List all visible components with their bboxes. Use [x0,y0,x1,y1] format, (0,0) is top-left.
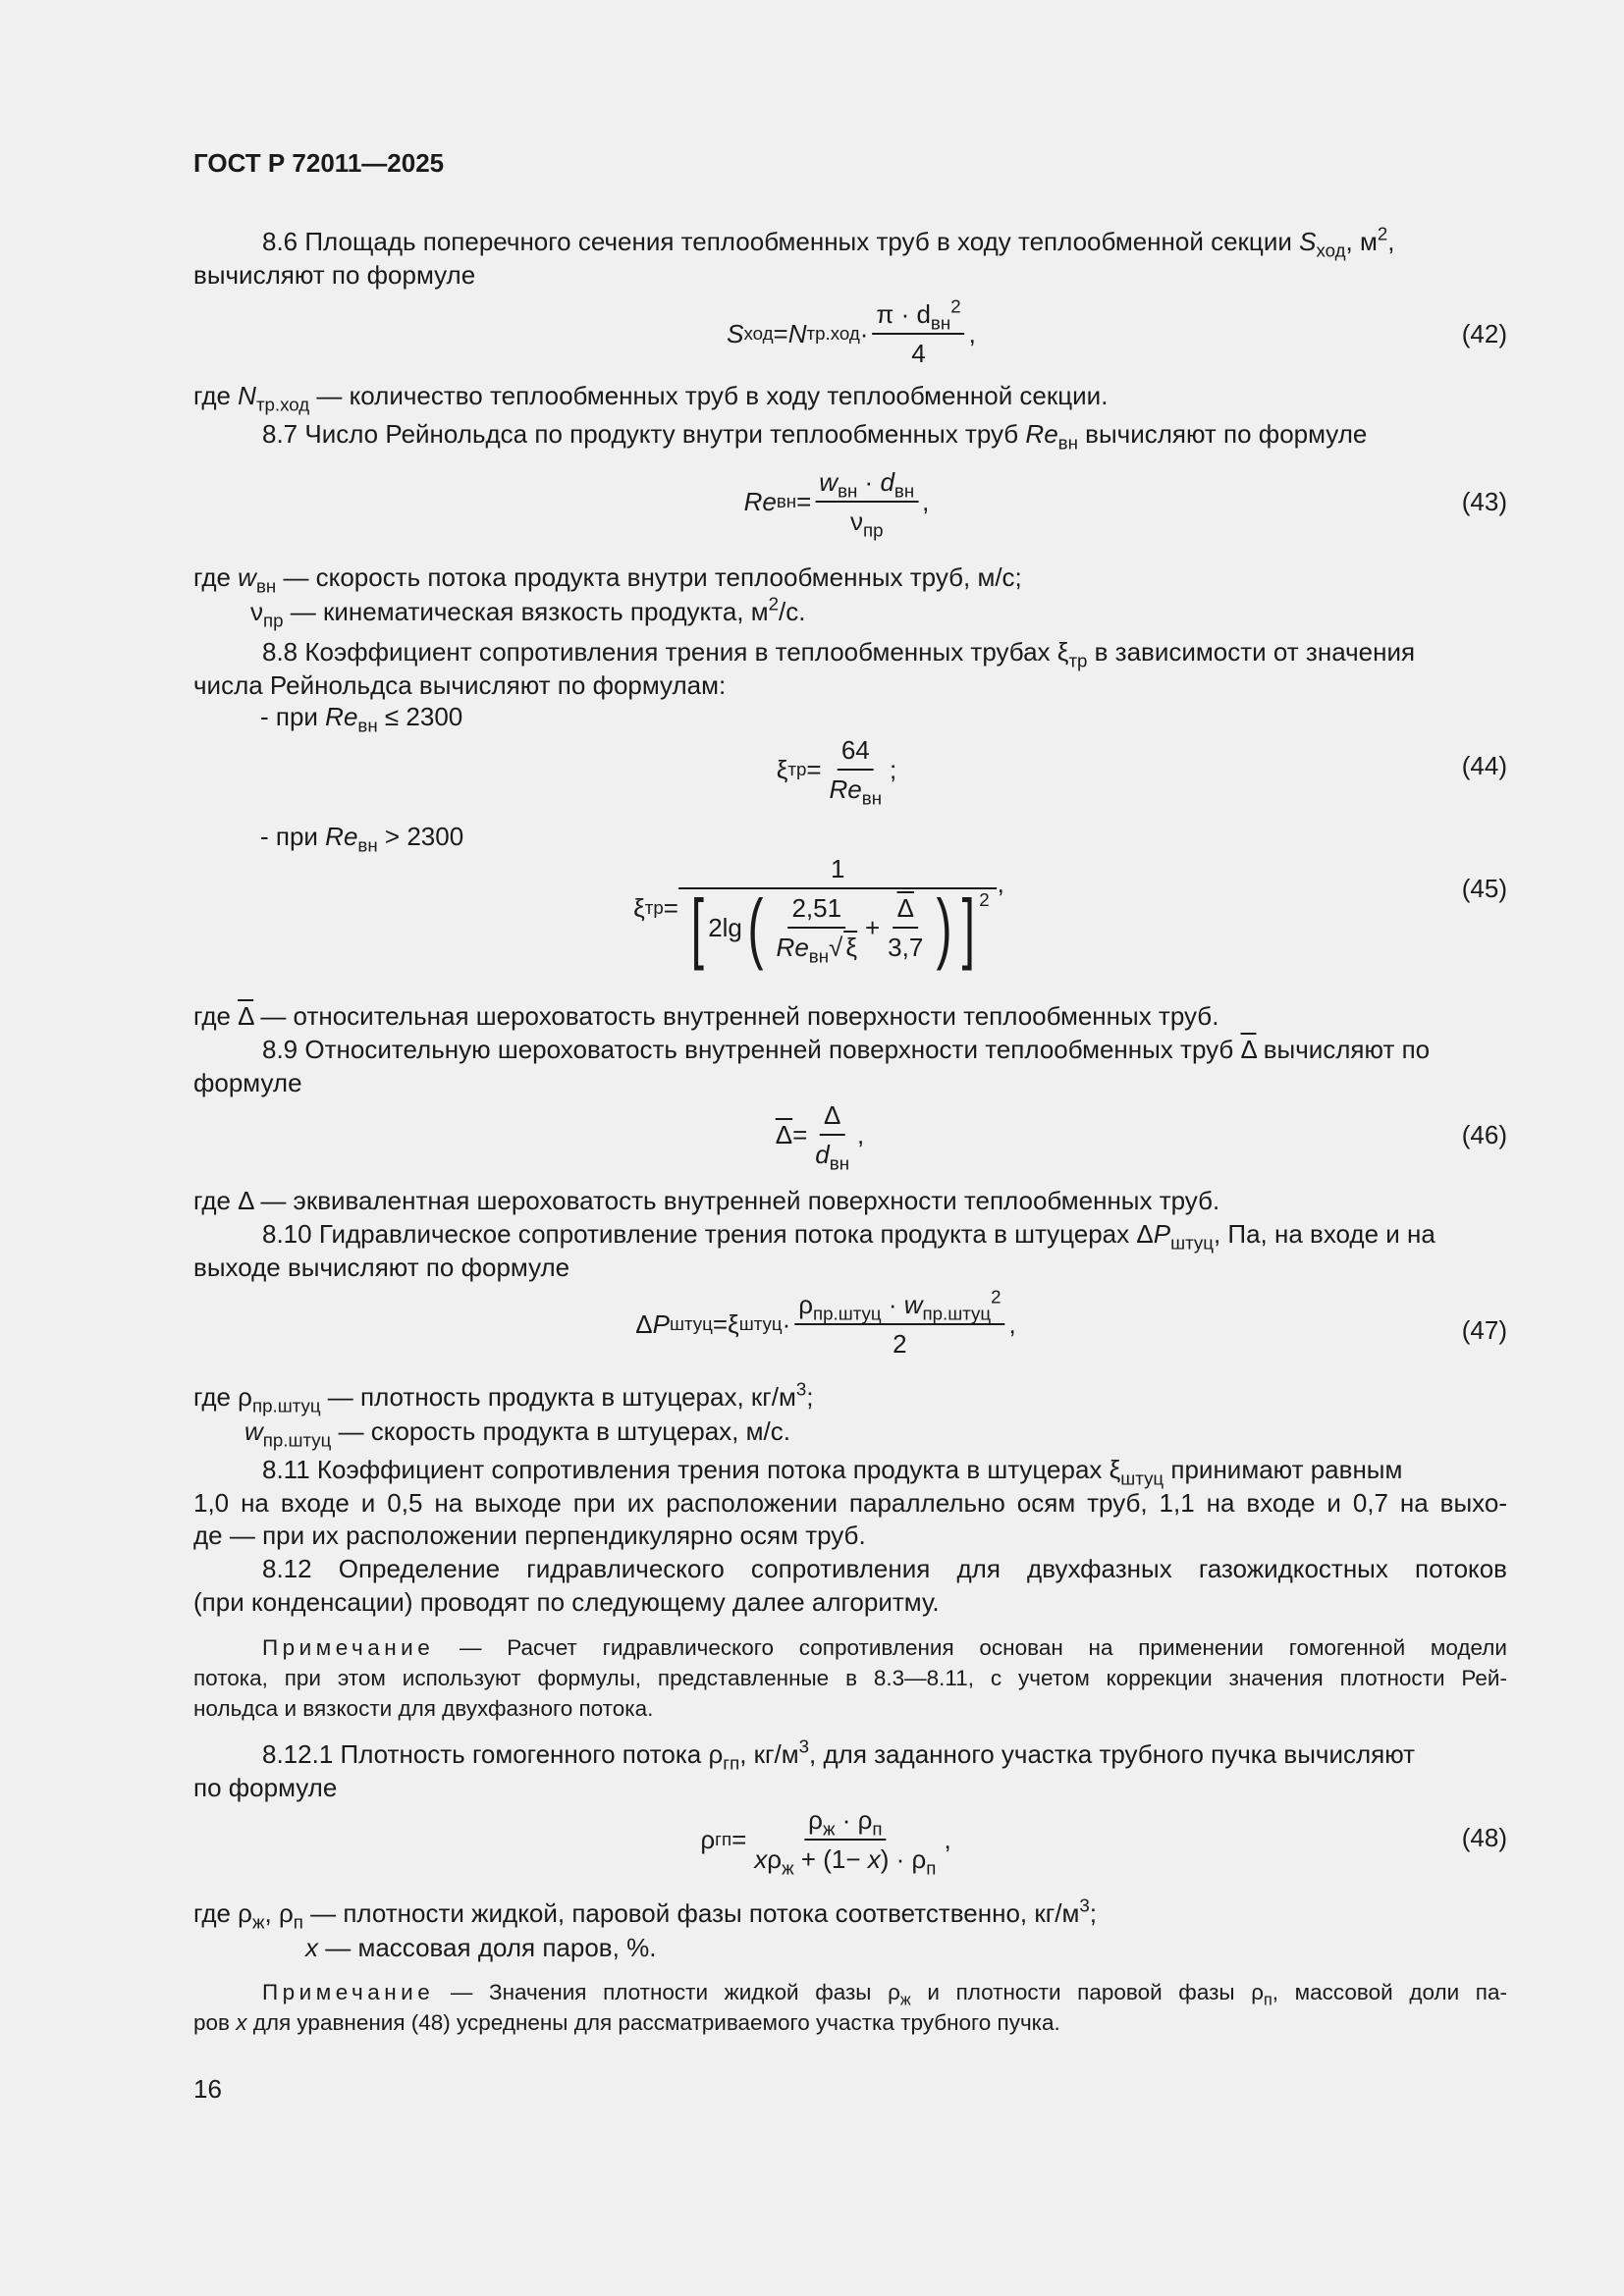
paragraph-8-12-1: 8.12.1 Плотность гомогенного потока $\rho_{гп}$, $кг/м^3$, для заданного участка трубного пучка вычисляют [262,1735,1416,1774]
fraction: $\frac{64}{Re_{вн}}$ [829,735,883,809]
paragraph-8-9-line2: формуле [193,1068,302,1097]
formula: Re вн = $\frac{w_{вн} \cdot d_{вн}}{\nu_{пр}}$ , [743,467,930,541]
fraction: $\frac{w_{вн} \cdot d_{вн}}{\nu_{пр}}$ [815,465,918,538]
equation-number: (48) [1461,1823,1507,1852]
where-48-line2: x — массовая доля паров, %. [305,1933,657,1962]
case-high-re: - при $Re_{вн} > 2300$ [260,822,464,856]
equation-47 [193,1288,1507,1366]
where-47-line2: $w_{пр.штуц}$ — скорость продукта в штуцерах, м/с. [244,1416,790,1451]
paragraph-8-11: 8.11 Коэффициент сопротивления трения потока продукта в штуцерах $\xi_{штуц}$ принимают равным [262,1455,1403,1489]
fraction: $\frac{\Delta}{d_{вн}}$ [815,1100,850,1174]
paragraph-8-10: 8.10 Гидравлическое сопротивление трения потока продукта в штуцерах $\Delta P_{штуц}$, Па, на входе и на [262,1219,1435,1254]
sqrt-sign: √ [829,933,843,962]
equation-number: (47) [1461,1315,1507,1345]
where-46: где Δ — эквивалентная шероховатость внутренней поверхности теплообменных труб. [193,1186,1220,1215]
case-low-re: - при $Re_{вн} \le 2300$ [260,702,463,736]
left-paren: ( [747,883,764,971]
equation-44 [193,733,1507,812]
paragraph-8-7: 8.7 Число Рейнольдса по продукту внутри теплообменных труб $Re_{вн}$ вычисляют по формуле [262,419,1368,454]
fraction: $\frac{\pi \cdot d_{вн}^2}{4}$ [872,297,964,370]
equation-45 [193,852,1507,989]
paragraph-8-8: 8.8 Коэффициент сопротивления трения в теплообменных трубах $\xi_{тр}$ в зависимости от значения [262,637,1416,671]
note-2-line2: ров x для уравнения (48) усреднены для рассматриваемого участка трубного пучка. [193,2010,1060,2035]
fraction: $\frac{\rho_ж \cdot \rho_п}{x\rho_ж + (1- x) \cdot \rho_п}$ [754,1805,937,1879]
equation-46 [193,1098,1507,1177]
equation-number: (42) [1461,319,1507,348]
paragraph-8-10-line2: выходе вычисляют по формуле [193,1253,570,1282]
equation-42 [193,297,1507,376]
note-1-line1: Примечание — Расчет гидравлического сопротивления основан на применении гомогенной модели [262,1635,1507,1660]
paragraph-8-6: 8.6 Площадь поперечного сечения теплообменных труб в ходу теплообменной секции $S_{ход}$, $м^2$, [262,223,1395,261]
inner-fraction: $\frac{2,51}{Re_{вн}√ \xi}$ [776,893,857,967]
page-number: 16 [193,2074,222,2104]
note-1-line2: потока, при этом используют формулы, представленные в 8.3—8.11, с учетом коррекции значения плотности Рей- [193,1666,1507,1690]
fraction: $\frac{\rho_{пр.штуц} \cdot w_{пр.штуц}^2}{2}$ [794,1288,1004,1361]
note-2-line1: Примечание — Значения плотности жидкой фазы $\rho_ж$ и плотности паровой фазы $\rho_п$, массовой доли па- [262,1980,1507,2009]
paragraph-8-6-line2: вычисляют по формуле [193,260,476,290]
document-page [193,0,1507,2296]
paragraph-8-12: 8.12 Определение гидравлического сопротивления для двухфазных газожидкостных потоков [262,1554,1507,1583]
formula: Δ P штуц = ξ штуц · $\frac{\rho_{пр.штуц} \cdot w_{пр.штуц}^2}{2}$ , [635,1286,1016,1359]
equation-number: (44) [1461,751,1507,780]
where-43-line1: где $w_{вн}$ — скорость потока продукта внутри теплообменных труб, м/с; [193,562,1022,597]
right-paren: ) [936,883,952,971]
equation-number: (46) [1461,1120,1507,1149]
fraction: 1 [ 2lg ( $\frac{2,51}{Re_{вн}√ \xi}$ + $\frac{\overline{\Delta}}{3,7}$ ) ] 2 [682,852,994,964]
paragraph-8-8-line2: числа Рейнольдса вычисляют по формулам: [193,670,727,700]
formula: ξ тр = 1 [ 2lg ( $\frac{2,51}{Re_{вн}√ \xi}$ + $\frac{\overline{\Delta}}{3,7}$ ) ] 2 , [633,854,1004,971]
formula: ξ тр = $\frac{64}{Re_{вн}}$ ; [776,735,897,809]
formula: S ход = N тр.ход · $\frac{\pi \cdot d_{вн}^2}{4}$ , [727,295,976,368]
where-45: где $\overline{\Delta}$ — относительная шероховатость внутренней поверхности теплообменных труб. [193,1001,1219,1031]
where-48-line1: где $\rho_ж$, $\rho_п$ — плотности жидкой, паровой фазы потока соответственно, $кг/м^3$; [193,1895,1097,1933]
paragraph-8-11-line3: де — при их расположении перпендикулярно осям труб. [193,1521,866,1550]
right-bracket: ] [961,883,975,971]
where-43-line2: $\nu_{пр}$ — кинематическая вязкость продукта, $м^2/с$. [250,593,806,631]
formula: ρ гп = $\frac{\rho_ж \cdot \rho_п}{x\rho_ж + (1- x) \cdot \rho_п}$ , [700,1805,951,1879]
where-47-line1: где $\rho_{пр.штуц}$ — плотность продукта в штуцерах, $кг/м^3$; [193,1378,814,1416]
paragraph-8-12-1-line2: по формуле [193,1773,338,1802]
equation-48 [193,1803,1507,1882]
note-1-line3: нольдса и вязкости для двухфазного потока. [193,1696,654,1721]
document-header: ГОСТ Р 72011—2025 [193,148,445,178]
paragraph-8-12-line2: (при конденсации) проводят по следующему далее алгоритму. [193,1587,940,1617]
equation-number: (43) [1461,487,1507,516]
formula: $\overline{\Delta}$ = $\frac{\Delta}{d_{вн}}$ , [775,1100,865,1174]
equation-number: (45) [1461,874,1507,903]
equation-43 [193,465,1507,544]
paragraph-8-11-line2: 1,0 на входе и 0,5 на выходе при их расположении параллельно осям труб, 1,1 на входе и 0,7 на выхо- [193,1488,1507,1518]
where-42: где $N_{тр.ход}$ — количество теплообменных труб в ходу теплообменной секции. [193,381,1109,415]
left-bracket: [ [690,883,704,971]
inner-fraction-delta: $\frac{\overline{\Delta}}{3,7}$ [888,893,924,962]
paragraph-8-9: 8.9 Относительную шероховатость внутренней поверхности теплообменных труб $\overline{\Delta}$ вычисляют по [262,1035,1431,1064]
